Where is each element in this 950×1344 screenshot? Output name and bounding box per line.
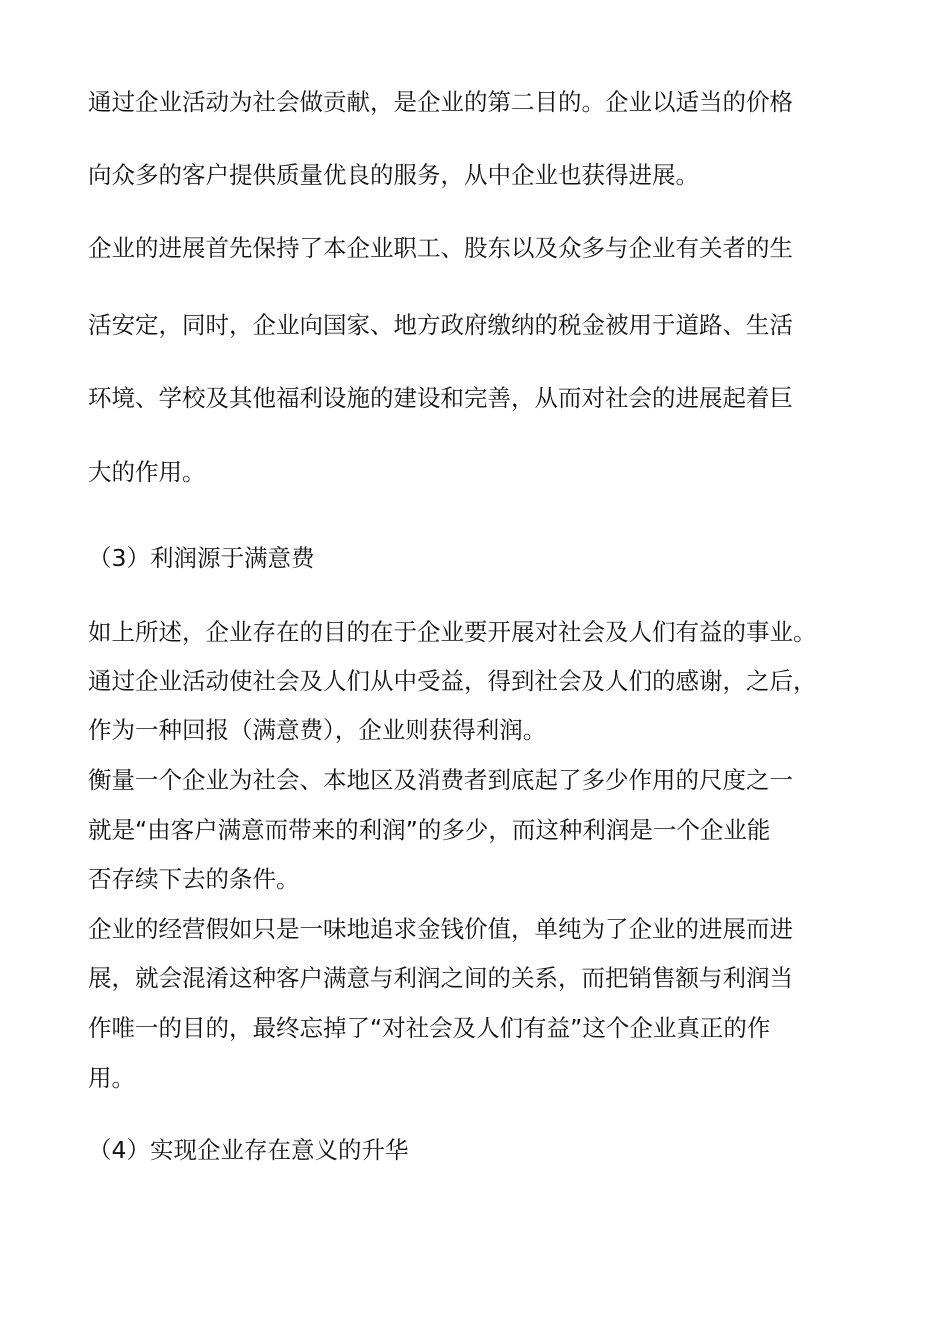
text-line: 就是“由客户满意而带来的利润”的多少，而这种利润是一个企业能 bbox=[88, 816, 771, 844]
text-line: 作为一种回报（满意费），企业则获得利润。 bbox=[88, 716, 547, 744]
text-line: 企业的进展首先保持了本企业职工、股东以及众多与企业有关者的生 bbox=[88, 234, 793, 262]
text-line: 用。 bbox=[88, 1064, 135, 1092]
text-line: 向众多的客户提供质量优良的服务，从中企业也获得进展。 bbox=[88, 161, 699, 189]
text-line: 展，就会混淆这种客户满意与利润之间的关系，而把销售额与利润当 bbox=[88, 964, 793, 992]
text-line: 通过企业活动使社会及人们从中受益，得到社会及人们的感谢，之后， bbox=[88, 667, 817, 695]
text-line: 通过企业活动为社会做贡献，是企业的第二目的。企业以适当的价格 bbox=[88, 88, 793, 116]
text-line: 否存续下去的条件。 bbox=[88, 865, 300, 893]
text-line: 作唯一的目的，最终忘掉了“对社会及人们有益”这个企业真正的作 bbox=[88, 1014, 771, 1042]
text-line: 大的作用。 bbox=[88, 458, 206, 486]
text-line: 衡量一个企业为社会、本地区及消费者到底起了多少作用的尺度之一 bbox=[88, 766, 793, 794]
section-heading-3: （3）利润源于满意费 bbox=[88, 544, 315, 572]
text-line: 活安定，同时，企业向国家、地方政府缴纳的税金被用于道路、生活 bbox=[88, 311, 793, 339]
text-line: 如上所述，企业存在的目的在于企业要开展对社会及人们有益的事业。 bbox=[88, 618, 817, 646]
text-line: 环境、学校及其他福利设施的建设和完善，从而对社会的进展起着巨 bbox=[88, 384, 793, 412]
section-heading-4: （4）实现企业存在意义的升华 bbox=[88, 1136, 409, 1164]
text-line: 企业的经营假如只是一味地追求金钱价值，单纯为了企业的进展而进 bbox=[88, 915, 793, 943]
